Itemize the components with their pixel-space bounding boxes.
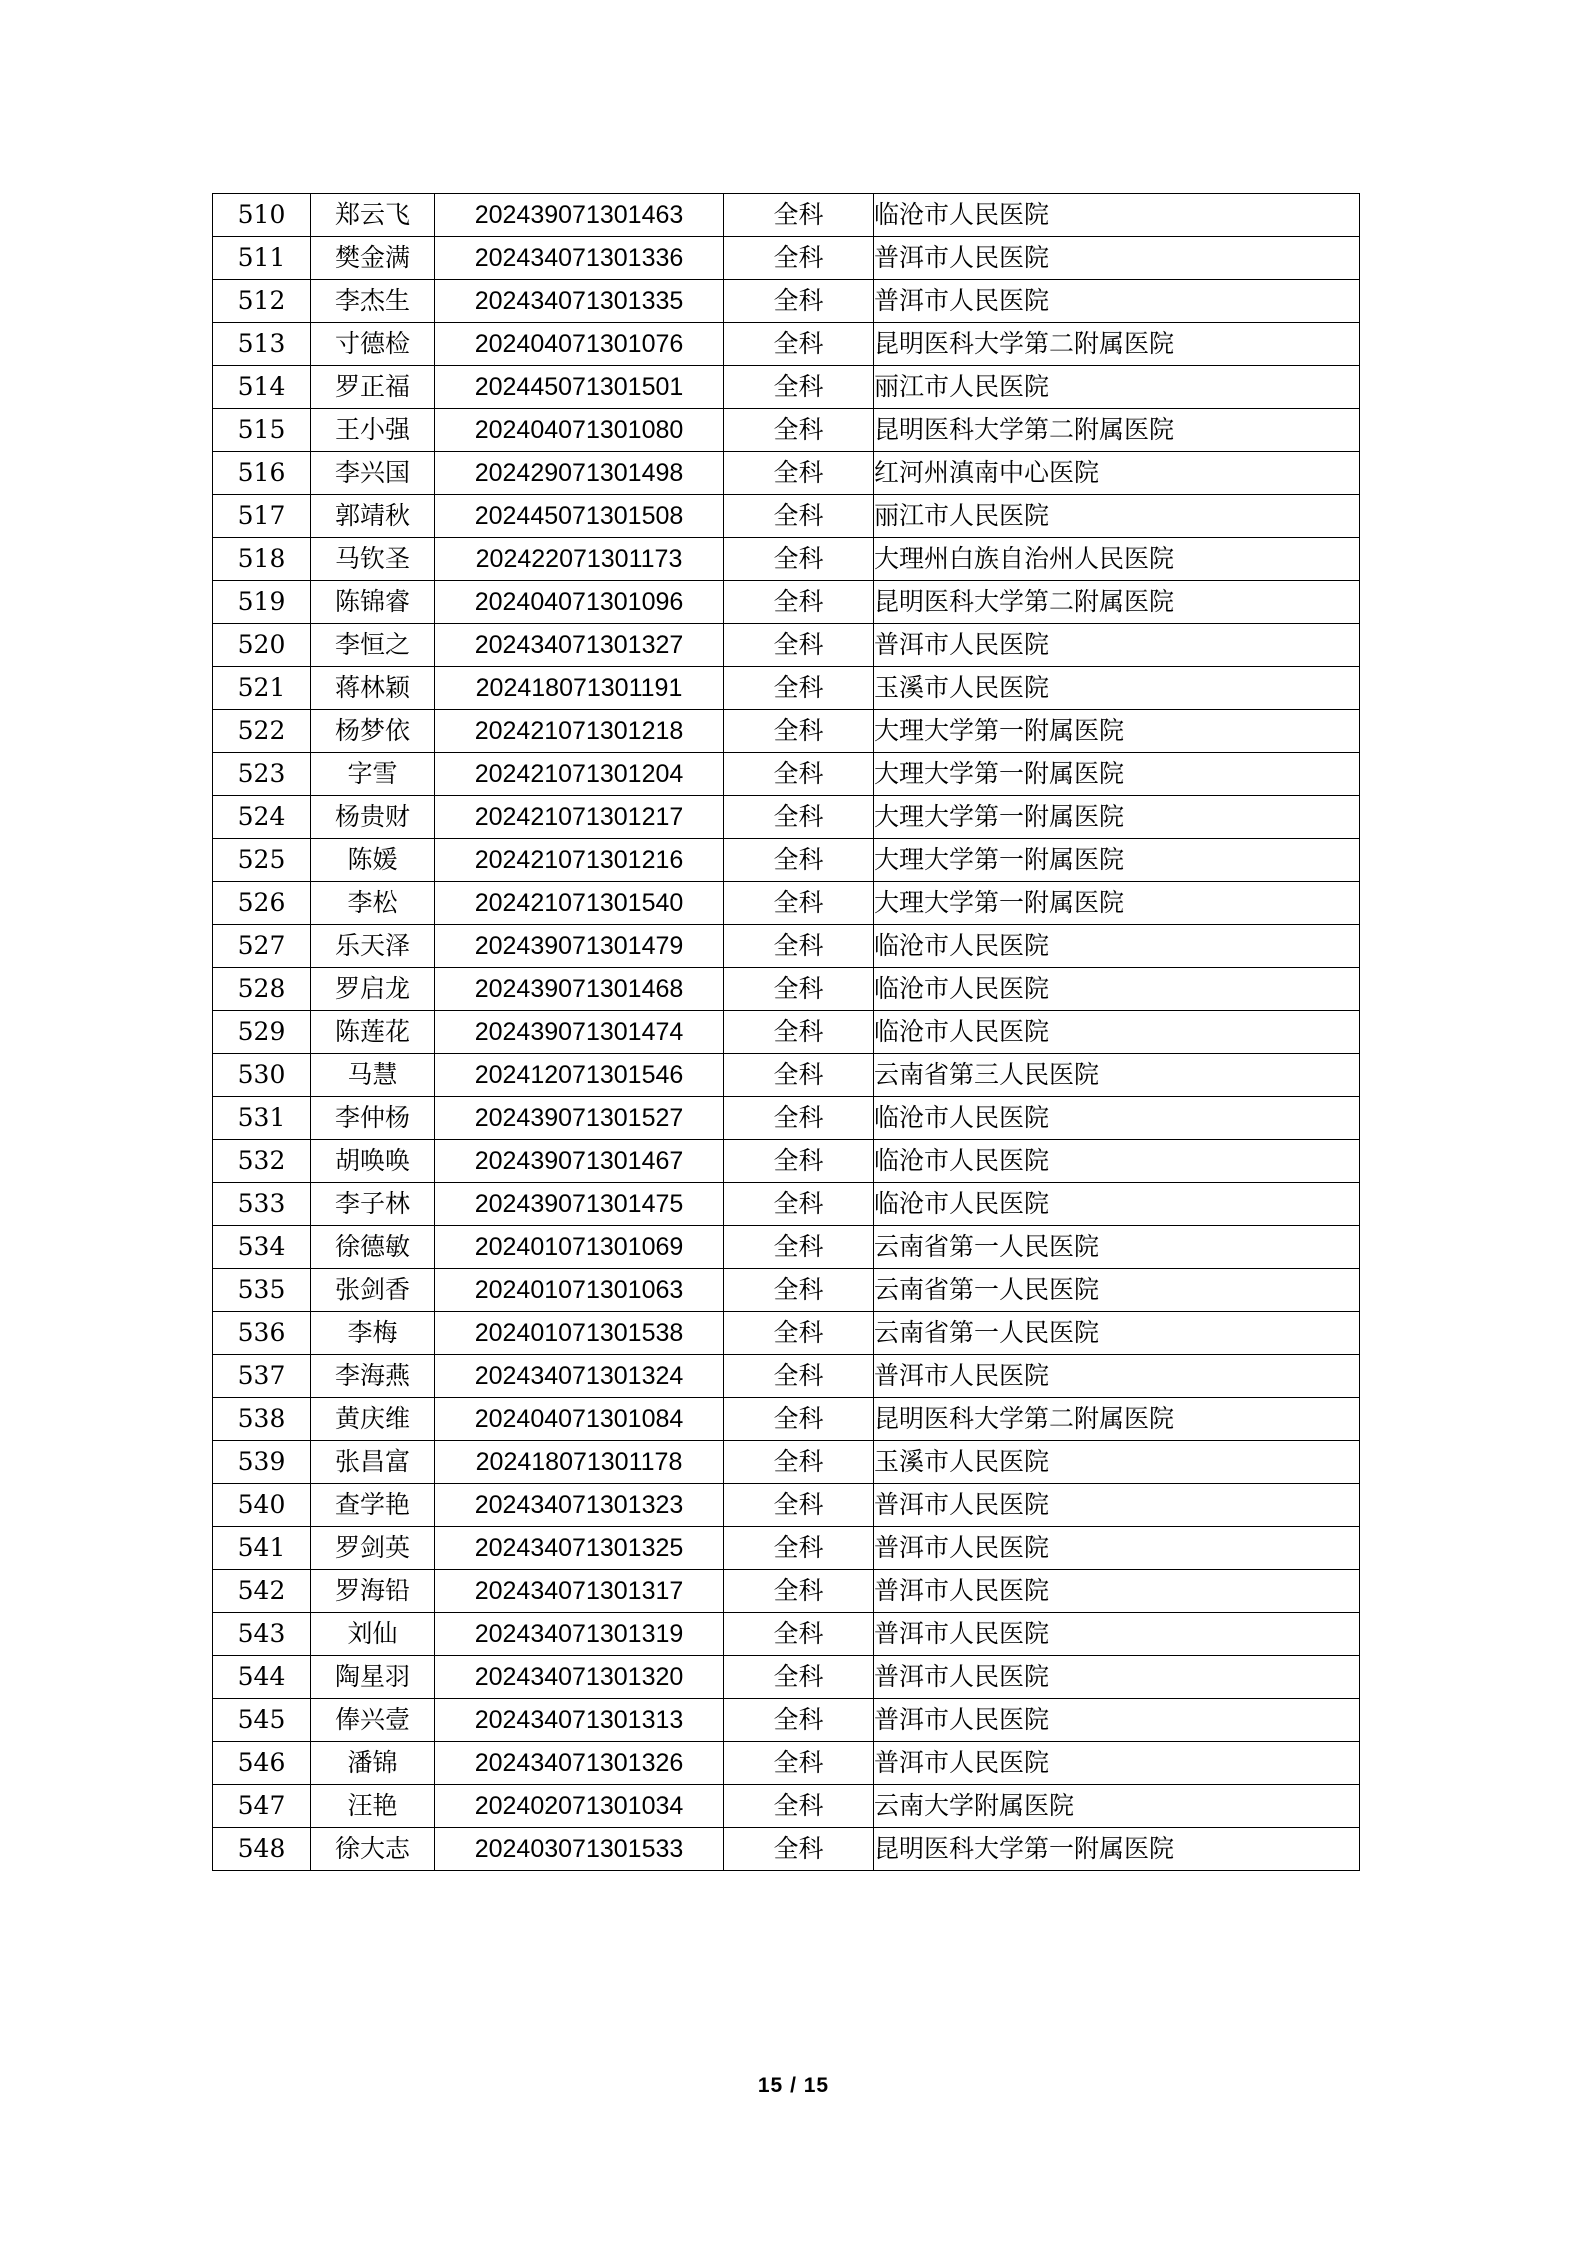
exam-id-cell: 202401071301538 xyxy=(435,1312,724,1355)
exam-id-cell: 202434071301324 xyxy=(435,1355,724,1398)
hospital-cell: 昆明医科大学第二附属医院 xyxy=(874,323,1360,366)
name-cell: 马慧 xyxy=(311,1054,435,1097)
major-cell: 全科 xyxy=(724,1097,874,1140)
table-row xyxy=(213,409,1360,452)
exam-id-cell: 202404071301080 xyxy=(435,409,724,452)
name-cell: 李海燕 xyxy=(311,1355,435,1398)
name-cell: 王小强 xyxy=(311,409,435,452)
major-cell: 全科 xyxy=(724,882,874,925)
table-row xyxy=(213,1398,1360,1441)
exam-id-cell: 202403071301533 xyxy=(435,1828,724,1871)
major-cell: 全科 xyxy=(724,495,874,538)
row-number-cell: 514 xyxy=(213,366,311,409)
roster-table-body xyxy=(213,194,1360,1871)
name-cell: 李梅 xyxy=(311,1312,435,1355)
hospital-cell: 大理大学第一附属医院 xyxy=(874,839,1360,882)
hospital-cell: 大理大学第一附属医院 xyxy=(874,796,1360,839)
hospital-cell: 临沧市人民医院 xyxy=(874,1183,1360,1226)
exam-id-cell: 202402071301034 xyxy=(435,1785,724,1828)
hospital-cell: 昆明医科大学第二附属医院 xyxy=(874,1398,1360,1441)
major-cell: 全科 xyxy=(724,1269,874,1312)
table-row xyxy=(213,452,1360,495)
row-number-cell: 511 xyxy=(213,237,311,280)
table-row xyxy=(213,624,1360,667)
row-number-cell: 546 xyxy=(213,1742,311,1785)
major-cell: 全科 xyxy=(724,409,874,452)
row-number-cell: 523 xyxy=(213,753,311,796)
name-cell: 俸兴壹 xyxy=(311,1699,435,1742)
name-cell: 樊金满 xyxy=(311,237,435,280)
table-row xyxy=(213,1656,1360,1699)
major-cell: 全科 xyxy=(724,796,874,839)
table-row xyxy=(213,1269,1360,1312)
exam-id-cell: 202418071301191 xyxy=(435,667,724,710)
hospital-cell: 大理州白族自治州人民医院 xyxy=(874,538,1360,581)
hospital-cell: 大理大学第一附属医院 xyxy=(874,882,1360,925)
page-number: 15 / 15 xyxy=(757,2074,830,2097)
name-cell: 杨贵财 xyxy=(311,796,435,839)
hospital-cell: 临沧市人民医院 xyxy=(874,1011,1360,1054)
hospital-cell: 普洱市人民医院 xyxy=(874,1656,1360,1699)
hospital-cell: 丽江市人民医院 xyxy=(874,366,1360,409)
row-number-cell: 544 xyxy=(213,1656,311,1699)
major-cell: 全科 xyxy=(724,1011,874,1054)
name-cell: 马钦圣 xyxy=(311,538,435,581)
row-number-cell: 545 xyxy=(213,1699,311,1742)
table-row xyxy=(213,839,1360,882)
row-number-cell: 539 xyxy=(213,1441,311,1484)
exam-id-cell: 202434071301325 xyxy=(435,1527,724,1570)
exam-id-cell: 202418071301178 xyxy=(435,1441,724,1484)
row-number-cell: 530 xyxy=(213,1054,311,1097)
hospital-cell: 大理大学第一附属医院 xyxy=(874,710,1360,753)
hospital-cell: 普洱市人民医院 xyxy=(874,1527,1360,1570)
row-number-cell: 522 xyxy=(213,710,311,753)
table-row xyxy=(213,753,1360,796)
exam-id-cell: 202439071301475 xyxy=(435,1183,724,1226)
major-cell: 全科 xyxy=(724,1484,874,1527)
table-row xyxy=(213,366,1360,409)
table-row xyxy=(213,1742,1360,1785)
table-row xyxy=(213,1785,1360,1828)
major-cell: 全科 xyxy=(724,624,874,667)
exam-id-cell: 202445071301508 xyxy=(435,495,724,538)
name-cell: 字雪 xyxy=(311,753,435,796)
row-number-cell: 518 xyxy=(213,538,311,581)
major-cell: 全科 xyxy=(724,194,874,237)
row-number-cell: 538 xyxy=(213,1398,311,1441)
row-number-cell: 537 xyxy=(213,1355,311,1398)
hospital-cell: 大理大学第一附属医院 xyxy=(874,753,1360,796)
hospital-cell: 普洱市人民医院 xyxy=(874,280,1360,323)
hospital-cell: 临沧市人民医院 xyxy=(874,194,1360,237)
name-cell: 陈莲花 xyxy=(311,1011,435,1054)
table-row xyxy=(213,1613,1360,1656)
row-number-cell: 548 xyxy=(213,1828,311,1871)
row-number-cell: 515 xyxy=(213,409,311,452)
name-cell: 郑云飞 xyxy=(311,194,435,237)
table-row xyxy=(213,1484,1360,1527)
exam-id-cell: 202401071301069 xyxy=(435,1226,724,1269)
hospital-cell: 临沧市人民医院 xyxy=(874,1140,1360,1183)
row-number-cell: 532 xyxy=(213,1140,311,1183)
major-cell: 全科 xyxy=(724,1570,874,1613)
table-row xyxy=(213,237,1360,280)
table-row xyxy=(213,1441,1360,1484)
exam-id-cell: 202422071301173 xyxy=(435,538,724,581)
row-number-cell: 542 xyxy=(213,1570,311,1613)
major-cell: 全科 xyxy=(724,1441,874,1484)
name-cell: 李兴国 xyxy=(311,452,435,495)
name-cell: 郭靖秋 xyxy=(311,495,435,538)
exam-id-cell: 202434071301326 xyxy=(435,1742,724,1785)
row-number-cell: 527 xyxy=(213,925,311,968)
major-cell: 全科 xyxy=(724,1742,874,1785)
hospital-cell: 临沧市人民医院 xyxy=(874,1097,1360,1140)
exam-id-cell: 202401071301063 xyxy=(435,1269,724,1312)
major-cell: 全科 xyxy=(724,1398,874,1441)
name-cell: 罗海铅 xyxy=(311,1570,435,1613)
row-number-cell: 540 xyxy=(213,1484,311,1527)
name-cell: 杨梦依 xyxy=(311,710,435,753)
major-cell: 全科 xyxy=(724,1656,874,1699)
major-cell: 全科 xyxy=(724,366,874,409)
hospital-cell: 昆明医科大学第二附属医院 xyxy=(874,581,1360,624)
major-cell: 全科 xyxy=(724,1312,874,1355)
major-cell: 全科 xyxy=(724,581,874,624)
table-row xyxy=(213,968,1360,1011)
exam-id-cell: 202421071301218 xyxy=(435,710,724,753)
name-cell: 罗启龙 xyxy=(311,968,435,1011)
major-cell: 全科 xyxy=(724,1355,874,1398)
hospital-cell: 云南省第三人民医院 xyxy=(874,1054,1360,1097)
major-cell: 全科 xyxy=(724,323,874,366)
table-row xyxy=(213,882,1360,925)
hospital-cell: 普洱市人民医院 xyxy=(874,1570,1360,1613)
row-number-cell: 517 xyxy=(213,495,311,538)
row-number-cell: 519 xyxy=(213,581,311,624)
table-row xyxy=(213,1054,1360,1097)
name-cell: 潘锦 xyxy=(311,1742,435,1785)
major-cell: 全科 xyxy=(724,925,874,968)
hospital-cell: 玉溪市人民医院 xyxy=(874,667,1360,710)
hospital-cell: 普洱市人民医院 xyxy=(874,624,1360,667)
table-row xyxy=(213,1183,1360,1226)
roster-table xyxy=(212,193,1360,1871)
row-number-cell: 541 xyxy=(213,1527,311,1570)
table-row xyxy=(213,1355,1360,1398)
exam-id-cell: 202434071301336 xyxy=(435,237,724,280)
row-number-cell: 543 xyxy=(213,1613,311,1656)
table-row xyxy=(213,1097,1360,1140)
major-cell: 全科 xyxy=(724,538,874,581)
table-row xyxy=(213,925,1360,968)
table-row xyxy=(213,323,1360,366)
exam-id-cell: 202434071301327 xyxy=(435,624,724,667)
table-row xyxy=(213,581,1360,624)
hospital-cell: 云南省第一人民医院 xyxy=(874,1312,1360,1355)
table-row xyxy=(213,710,1360,753)
major-cell: 全科 xyxy=(724,1226,874,1269)
hospital-cell: 云南省第一人民医院 xyxy=(874,1269,1360,1312)
table-row xyxy=(213,194,1360,237)
exam-id-cell: 202439071301463 xyxy=(435,194,724,237)
exam-id-cell: 202439071301467 xyxy=(435,1140,724,1183)
row-number-cell: 510 xyxy=(213,194,311,237)
hospital-cell: 昆明医科大学第二附属医院 xyxy=(874,409,1360,452)
name-cell: 刘仙 xyxy=(311,1613,435,1656)
name-cell: 李杰生 xyxy=(311,280,435,323)
major-cell: 全科 xyxy=(724,1054,874,1097)
row-number-cell: 531 xyxy=(213,1097,311,1140)
exam-id-cell: 202439071301479 xyxy=(435,925,724,968)
major-cell: 全科 xyxy=(724,1613,874,1656)
exam-id-cell: 202445071301501 xyxy=(435,366,724,409)
table-row xyxy=(213,667,1360,710)
name-cell: 徐德敏 xyxy=(311,1226,435,1269)
major-cell: 全科 xyxy=(724,1785,874,1828)
exam-id-cell: 202434071301313 xyxy=(435,1699,724,1742)
row-number-cell: 525 xyxy=(213,839,311,882)
exam-id-cell: 202434071301320 xyxy=(435,1656,724,1699)
table-row xyxy=(213,1312,1360,1355)
name-cell: 李仲杨 xyxy=(311,1097,435,1140)
row-number-cell: 524 xyxy=(213,796,311,839)
name-cell: 陶星羽 xyxy=(311,1656,435,1699)
row-number-cell: 547 xyxy=(213,1785,311,1828)
table-row xyxy=(213,796,1360,839)
exam-id-cell: 202434071301317 xyxy=(435,1570,724,1613)
exam-id-cell: 202439071301527 xyxy=(435,1097,724,1140)
table-row xyxy=(213,1140,1360,1183)
hospital-cell: 云南大学附属医院 xyxy=(874,1785,1360,1828)
name-cell: 乐天泽 xyxy=(311,925,435,968)
row-number-cell: 513 xyxy=(213,323,311,366)
hospital-cell: 普洱市人民医院 xyxy=(874,1699,1360,1742)
name-cell: 胡唤唤 xyxy=(311,1140,435,1183)
name-cell: 蒋林颖 xyxy=(311,667,435,710)
exam-id-cell: 202404071301084 xyxy=(435,1398,724,1441)
hospital-cell: 普洱市人民医院 xyxy=(874,1613,1360,1656)
name-cell: 寸德检 xyxy=(311,323,435,366)
hospital-cell: 玉溪市人民医院 xyxy=(874,1441,1360,1484)
table-row xyxy=(213,1226,1360,1269)
hospital-cell: 昆明医科大学第一附属医院 xyxy=(874,1828,1360,1871)
exam-id-cell: 202404071301096 xyxy=(435,581,724,624)
row-number-cell: 528 xyxy=(213,968,311,1011)
row-number-cell: 526 xyxy=(213,882,311,925)
hospital-cell: 临沧市人民医院 xyxy=(874,968,1360,1011)
hospital-cell: 普洱市人民医院 xyxy=(874,237,1360,280)
name-cell: 张昌富 xyxy=(311,1441,435,1484)
exam-id-cell: 202429071301498 xyxy=(435,452,724,495)
table-row xyxy=(213,280,1360,323)
name-cell: 黄庆维 xyxy=(311,1398,435,1441)
row-number-cell: 534 xyxy=(213,1226,311,1269)
hospital-cell: 红河州滇南中心医院 xyxy=(874,452,1360,495)
row-number-cell: 536 xyxy=(213,1312,311,1355)
hospital-cell: 普洱市人民医院 xyxy=(874,1742,1360,1785)
exam-id-cell: 202404071301076 xyxy=(435,323,724,366)
major-cell: 全科 xyxy=(724,839,874,882)
name-cell: 徐大志 xyxy=(311,1828,435,1871)
table-row xyxy=(213,538,1360,581)
exam-id-cell: 202412071301546 xyxy=(435,1054,724,1097)
name-cell: 罗正福 xyxy=(311,366,435,409)
major-cell: 全科 xyxy=(724,667,874,710)
hospital-cell: 普洱市人民医院 xyxy=(874,1355,1360,1398)
major-cell: 全科 xyxy=(724,1140,874,1183)
name-cell: 查学艳 xyxy=(311,1484,435,1527)
hospital-cell: 丽江市人民医院 xyxy=(874,495,1360,538)
row-number-cell: 529 xyxy=(213,1011,311,1054)
major-cell: 全科 xyxy=(724,968,874,1011)
exam-id-cell: 202421071301204 xyxy=(435,753,724,796)
row-number-cell: 535 xyxy=(213,1269,311,1312)
name-cell: 陈锦睿 xyxy=(311,581,435,624)
row-number-cell: 533 xyxy=(213,1183,311,1226)
name-cell: 李子林 xyxy=(311,1183,435,1226)
exam-id-cell: 202439071301468 xyxy=(435,968,724,1011)
major-cell: 全科 xyxy=(724,710,874,753)
hospital-cell: 普洱市人民医院 xyxy=(874,1484,1360,1527)
row-number-cell: 521 xyxy=(213,667,311,710)
major-cell: 全科 xyxy=(724,1527,874,1570)
major-cell: 全科 xyxy=(724,1699,874,1742)
major-cell: 全科 xyxy=(724,452,874,495)
exam-id-cell: 202434071301335 xyxy=(435,280,724,323)
major-cell: 全科 xyxy=(724,1183,874,1226)
exam-id-cell: 202434071301319 xyxy=(435,1613,724,1656)
hospital-cell: 临沧市人民医院 xyxy=(874,925,1360,968)
hospital-cell: 云南省第一人民医院 xyxy=(874,1226,1360,1269)
row-number-cell: 520 xyxy=(213,624,311,667)
row-number-cell: 512 xyxy=(213,280,311,323)
exam-id-cell: 202421071301216 xyxy=(435,839,724,882)
name-cell: 李恒之 xyxy=(311,624,435,667)
table-row xyxy=(213,1011,1360,1054)
major-cell: 全科 xyxy=(724,1828,874,1871)
exam-id-cell: 202421071301540 xyxy=(435,882,724,925)
table-row xyxy=(213,1699,1360,1742)
name-cell: 李松 xyxy=(311,882,435,925)
table-row xyxy=(213,1527,1360,1570)
major-cell: 全科 xyxy=(724,237,874,280)
exam-id-cell: 202434071301323 xyxy=(435,1484,724,1527)
exam-id-cell: 202439071301474 xyxy=(435,1011,724,1054)
exam-id-cell: 202421071301217 xyxy=(435,796,724,839)
major-cell: 全科 xyxy=(724,753,874,796)
name-cell: 张剑香 xyxy=(311,1269,435,1312)
major-cell: 全科 xyxy=(724,280,874,323)
name-cell: 汪艳 xyxy=(311,1785,435,1828)
name-cell: 陈媛 xyxy=(311,839,435,882)
table-row xyxy=(213,1570,1360,1613)
table-row xyxy=(213,1828,1360,1871)
row-number-cell: 516 xyxy=(213,452,311,495)
table-row xyxy=(213,495,1360,538)
name-cell: 罗剑英 xyxy=(311,1527,435,1570)
